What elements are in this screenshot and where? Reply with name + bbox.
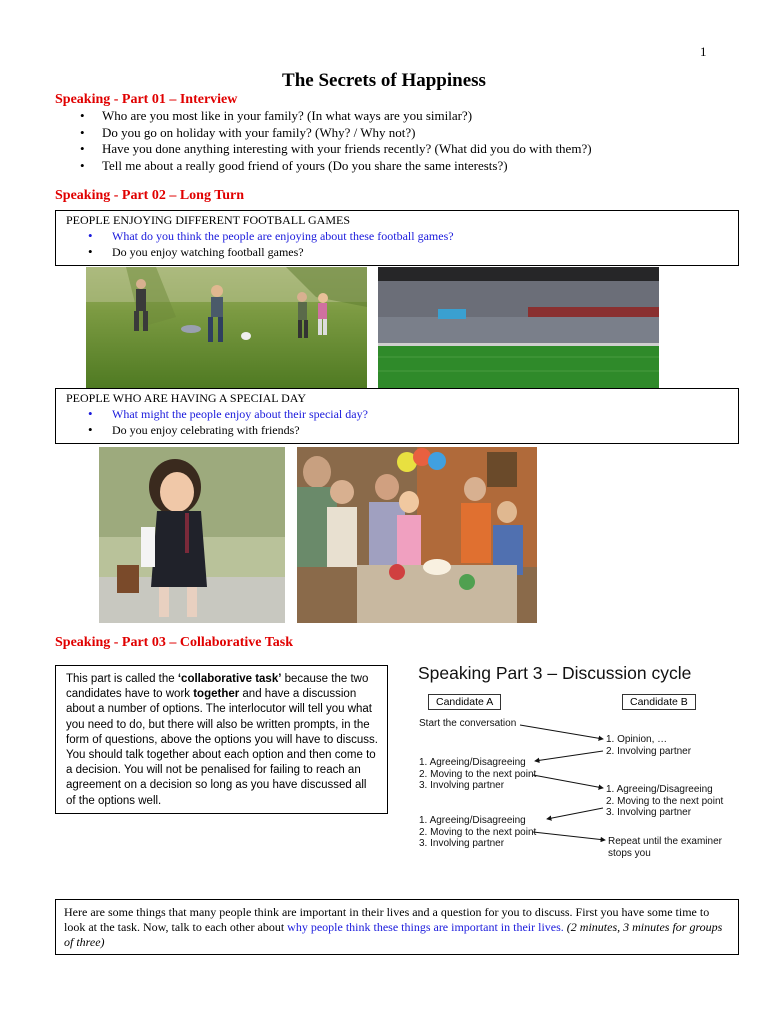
candidate-b-step-2: 1. Agreeing/Disagreeing 2. Moving to the next point 3. Involving partner [606,784,724,818]
discussion-cycle-diagram [415,655,745,865]
task-instructions-text: Here are some things that many people think are important in their lives and a question for you to discuss. First you have some time to look at the task. Now, talk to each other about why people think these things are important in their lives. (2 minutes, 3 minutes for groups of three) [64,905,723,949]
list-item: • What might the people enjoy about their special day? [56,406,738,422]
box-question-list [56,406,738,438]
candidate-a-step-2: 1. Agreeing/Disagreeing 2. Moving to the next point 3. Involving partner [419,815,537,849]
candidate-a-step-1: 1. Agreeing/Disagreeing 2. Moving to the next point 3. Involving partner [419,757,537,791]
diagram-title: Speaking Part 3 – Discussion cycle [418,663,692,683]
stadium-photo [378,267,659,388]
birthday-party-photo [297,447,537,623]
box-caption: PEOPLE WHO ARE HAVING A SPECIAL DAY [66,391,307,405]
candidate-a-label: Candidate A [428,694,501,710]
list-item: • Do you enjoy celebrating with friends? [56,422,738,438]
list-item: • Do you enjoy watching football games? [56,244,738,260]
candidate-b-step-3: Repeat until the examiner stops you [608,836,722,859]
page-number: 1 [700,44,707,59]
page-title: The Secrets of Happiness [282,70,486,91]
part2-heading: Speaking - Part 02 – Long Turn [55,188,245,203]
schoolgirl-photo [99,447,285,623]
candidate-b-label: Candidate B [622,694,696,710]
part1-heading: Speaking - Part 01 – Interview [55,92,238,107]
box-question-list [56,228,738,260]
part3-heading: Speaking - Part 03 – Collaborative Task [55,635,294,650]
part1-question-list [74,108,754,174]
task-instructions-box [55,899,739,955]
special-day-question-box [55,388,739,444]
box-caption: PEOPLE ENJOYING DIFFERENT FOOTBALL GAMES [66,213,351,227]
list-item: • Who are you most like in your family? (In what ways are you similar?) [74,108,754,125]
list-item: • Do you go on holiday with your family? (Why? / Why not?) [74,125,754,142]
park-football-photo [86,267,367,388]
start-conversation-label: Start the conversation [419,718,517,729]
collaborative-task-explanation-box [55,665,388,814]
list-item: • Tell me about a really good friend of yours (Do you share the same interests?) [74,158,754,175]
candidate-b-step-1: 1. Opinion, … 2. Involving partner [606,734,692,757]
diagram-arrows [415,655,745,865]
football-question-box [55,210,739,266]
list-item: • Have you done anything interesting with your friends recently? (What did you do with them?) [74,141,754,158]
collaborative-task-text: This part is called the ‘collaborative task’ because the two candidates have to work together and have a discussion about a number of options. The interlocutor will tell you what you need to do, but there will also be written prompts, in the form of questions, above the options you will have to discuss. You should talk together about each option and then come to a decision. You will not be penalised for failing to reach an agreement on a decision so long as you have discussed all of the options well. [66,673,378,807]
list-item: • What do you think the people are enjoying about these football games? [56,228,738,244]
